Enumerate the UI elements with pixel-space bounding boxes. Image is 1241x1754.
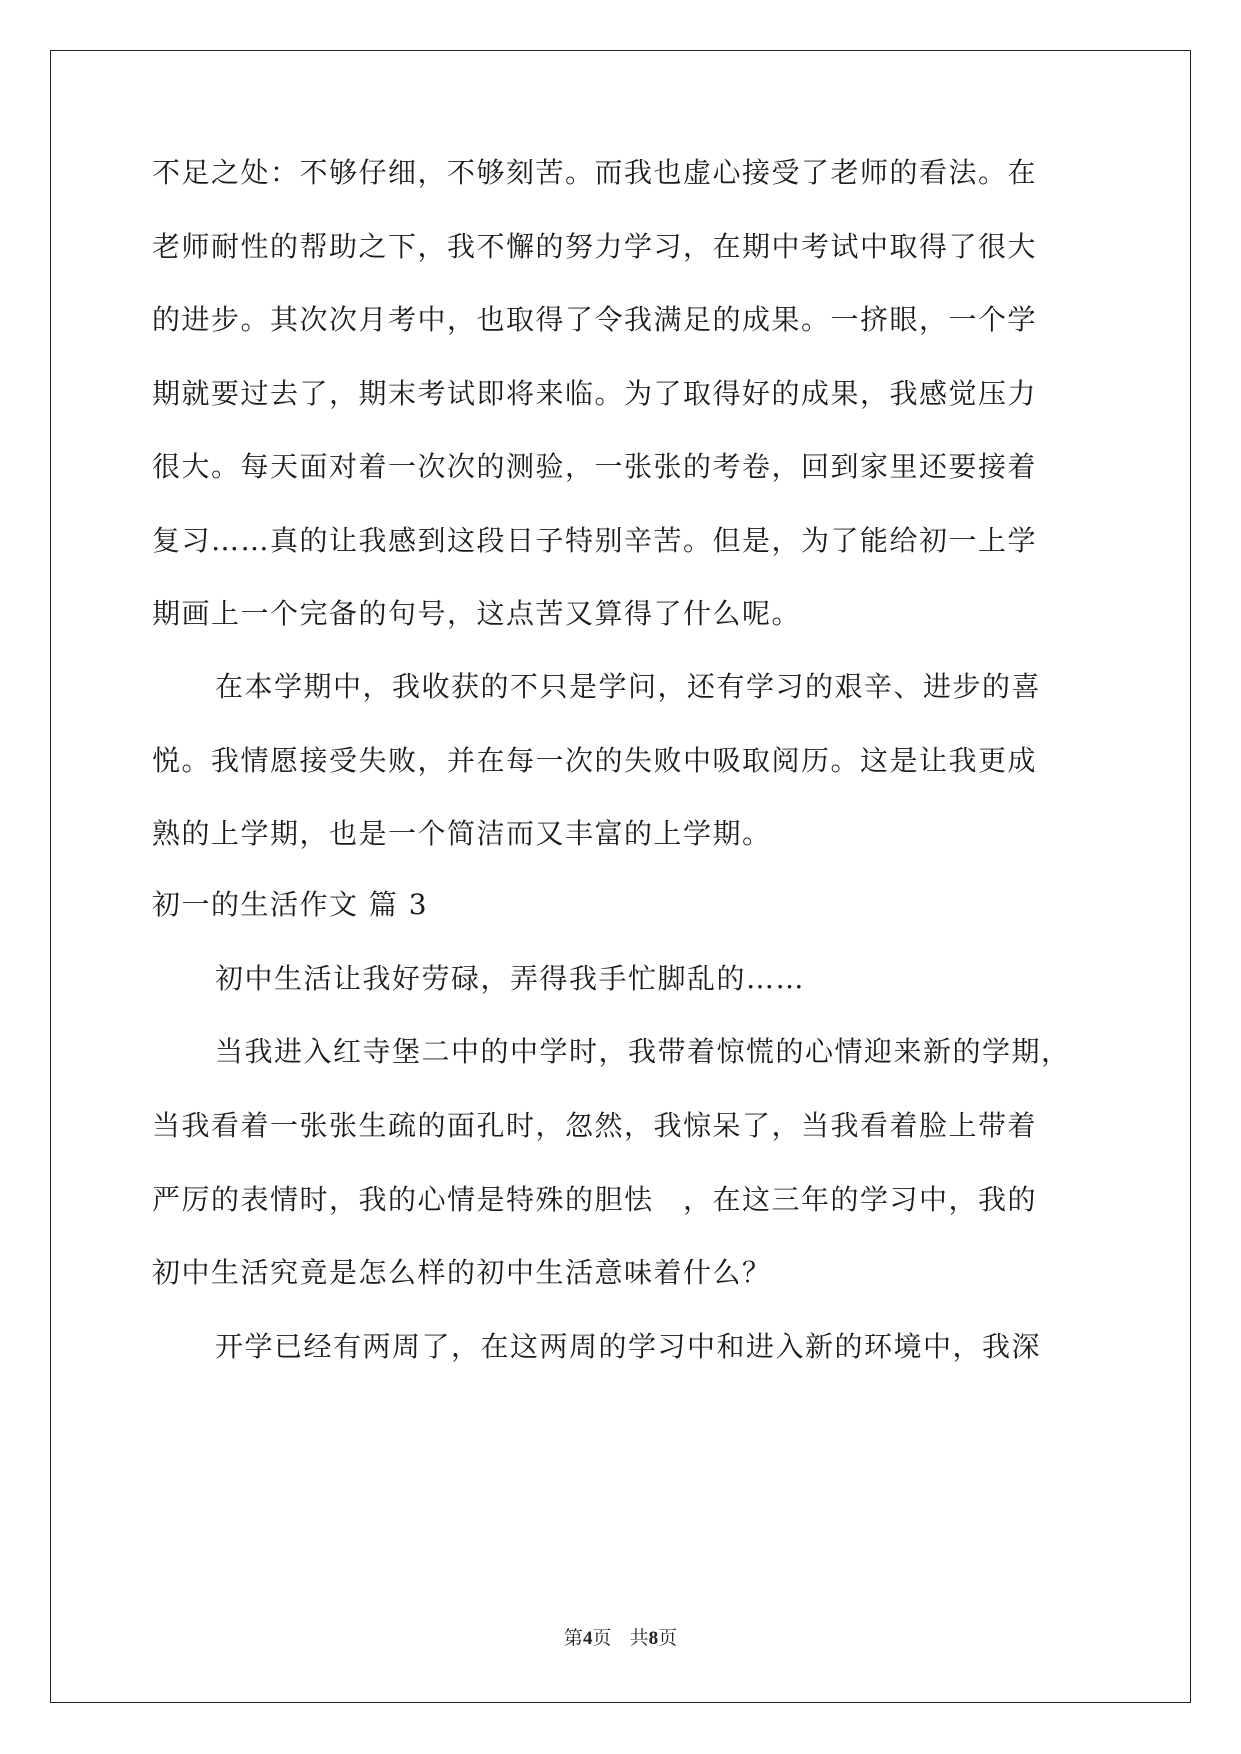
text-line: 当我看着一张张生疏的面孔时，忽然，我惊呆了，当我看着脸上带着 — [152, 1109, 1038, 1142]
text-line: 不足之处：不够仔细，不够刻苦。而我也虚心接受了老师的看法。在 — [152, 156, 1038, 189]
text-line: 初中生活究竟是怎么样的初中生活意味着什么？ — [152, 1256, 772, 1289]
footer-prefix: 第 — [563, 1627, 583, 1649]
text-line: 开学已经有两周了，在这两周的学习中和进入新的环境中，我深 — [215, 1330, 1042, 1363]
text-line: 当我进入红寺堡二中的中学时，我带着惊慌的心情迎来新的学期， — [215, 1035, 1071, 1068]
text-line: 期就要过去了，期末考试即将来临。为了取得好的成果，我感觉压力 — [152, 377, 1038, 410]
text-line: 期画上一个完备的句号，这点苦又算得了什么呢。 — [152, 597, 802, 630]
text-line: 复习……真的让我感到这段日子特别辛苦。但是，为了能给初一上学 — [152, 524, 1038, 557]
page-footer — [0, 1626, 1241, 1651]
text-line: 老师耐性的帮助之下，我不懈的努力学习，在期中考试中取得了很大 — [152, 230, 1038, 263]
text-line: 熟的上学期，也是一个简洁而又丰富的上学期。 — [152, 817, 772, 850]
text-line: 的进步。其次次月考中，也取得了令我满足的成果。一挤眼，一个学 — [152, 303, 1038, 336]
text-line: 严厉的表情时，我的心情是特殊的胆怯 ，在这三年的学习中，我的 — [152, 1183, 1038, 1216]
footer-middle: 页 共 — [592, 1627, 649, 1649]
page-total: 8 — [648, 1628, 659, 1649]
text-line: 在本学期中，我收获的不只是学问，还有学习的艰辛、进步的喜 — [215, 670, 1042, 703]
text-line: 初中生活让我好劳碌，弄得我手忙脚乱的…… — [215, 962, 806, 995]
footer-suffix: 页 — [658, 1627, 678, 1649]
page-number: 4 — [582, 1628, 593, 1649]
section-heading: 初一的生活作文 篇 3 — [152, 888, 429, 921]
text-line: 悦。我情愿接受失败，并在每一次的失败中吸取阅历。这是让我更成 — [152, 744, 1038, 777]
page-border — [50, 50, 1191, 1703]
text-line: 很大。每天面对着一次次的测验，一张张的考卷，回到家里还要接着 — [152, 450, 1038, 483]
